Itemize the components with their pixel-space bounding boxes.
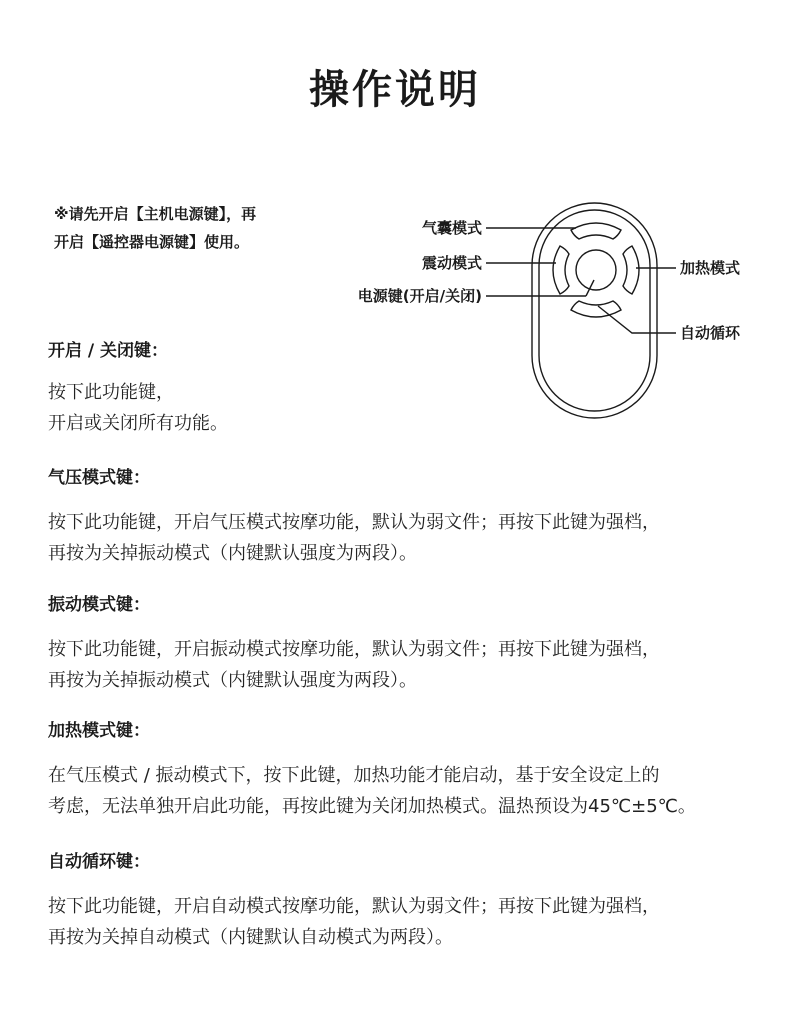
section-power-key — [48, 339, 228, 439]
section-line: 按下此功能键， — [48, 382, 174, 403]
usage-note — [54, 200, 324, 256]
auto-cycle-label: 自动循环 — [680, 324, 741, 342]
power-button — [576, 250, 616, 290]
remote-control-diagram — [330, 198, 770, 430]
section-line: 再按为关掉振动模式（内键默认强度为两段）。 — [48, 543, 417, 564]
section-body — [48, 760, 696, 822]
heating-mode-label: 加热模式 — [680, 259, 741, 277]
auto-cycle-button — [571, 301, 621, 317]
page-title: 操作说明 — [309, 67, 481, 113]
usage-note-line: ※请先开启【主机电源键】，再 — [54, 205, 257, 223]
section-line: 再按为关掉振动模式（内键默认强度为两段）。 — [48, 670, 417, 691]
section-line: 按下此功能键，开启振动模式按摩功能，默认为弱文件；再按下此键为强档， — [48, 639, 660, 660]
section-line: 在气压模式 / 振动模式下，按下此键，加热功能才能启动，基于安全设定上的 — [48, 765, 660, 786]
section-body — [48, 507, 660, 569]
section-line: 按下此功能键，开启气压模式按摩功能，默认为弱文件；再按下此键为强档， — [48, 512, 660, 533]
heating-button — [623, 246, 639, 294]
section-vibration-key — [48, 593, 660, 696]
section-line: 再按为关掉自动模式（内键默认自动模式为两段）。 — [48, 927, 453, 948]
usage-note-line: 开启【遥控器电源键】使用。 — [54, 233, 250, 251]
vibration-mode-label: 震动模式 — [421, 254, 482, 272]
section-heading: 气压模式键： — [48, 468, 150, 488]
section-heading: 自动循环键： — [48, 852, 150, 872]
section-heating-key — [48, 719, 696, 822]
section-line: 考虑，无法单独开启此功能，再按此键为关闭加热模式。温热预设为45℃±5℃。 — [48, 796, 696, 817]
airbag-mode-label: 气囊模式 — [421, 219, 482, 237]
remote-body-inner — [539, 210, 650, 411]
vibration-button — [553, 246, 569, 294]
section-heading: 开启 / 关闭键： — [48, 341, 169, 361]
auto-cycle-leader-line — [598, 306, 676, 333]
section-auto-cycle-key — [48, 850, 660, 953]
section-body — [48, 377, 228, 439]
section-heading: 振动模式键： — [48, 595, 150, 615]
power-key-label: 电源键(开启/关闭) — [357, 287, 482, 305]
section-body — [48, 891, 660, 953]
section-body — [48, 634, 660, 696]
section-line: 按下此功能键，开启自动模式按摩功能，默认为弱文件；再按下此键为强档， — [48, 896, 660, 917]
section-line: 开启或关闭所有功能。 — [48, 413, 228, 434]
section-air-pressure-key — [48, 466, 660, 569]
airbag-button — [571, 223, 621, 239]
remote-control-illustration — [330, 198, 770, 430]
section-heading: 加热模式键： — [48, 721, 150, 741]
